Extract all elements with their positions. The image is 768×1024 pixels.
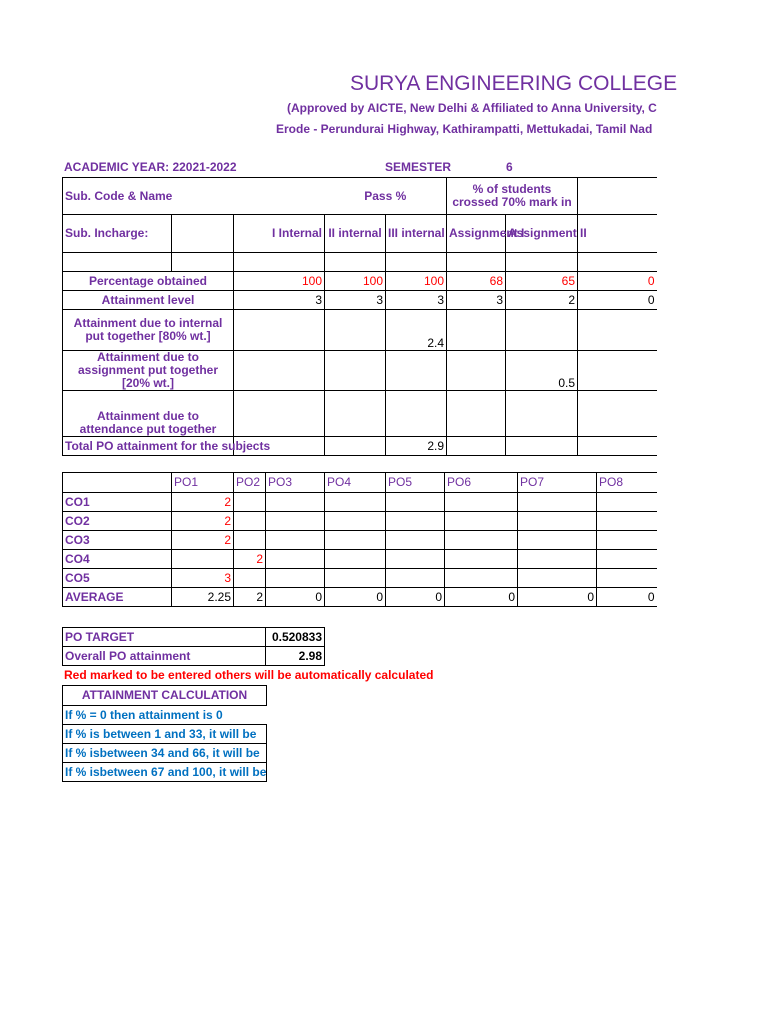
average-po3: 0 [266,588,325,607]
calc-title: ATTAINMENT CALCULATION [63,686,267,706]
pass-label: Pass % [325,178,447,215]
empty-cell [578,310,657,351]
po-target-label: PO TARGET [63,628,266,647]
average-label: AVERAGE [63,588,172,607]
po1-header: PO1 [172,473,234,493]
assignment-value: 0.5 [506,351,578,391]
average-po2: 2 [234,588,266,607]
empty-cell [578,178,657,215]
po4-header: PO4 [325,473,386,493]
percentage-assignment-1: 68 [447,272,506,291]
semester-value: 6 [506,160,513,174]
crossed-label: % of students crossed 70% mark in [447,178,578,215]
empty-cell [578,351,657,391]
empty-cell [234,351,325,391]
co1-po1: 2 [172,493,234,512]
co1-po2 [234,493,266,512]
internal-label: Attainment due to internal put together [80% wt.] [63,310,234,351]
co4-po2: 2 [234,550,266,569]
percentage-internal-3: 100 [386,272,447,291]
co4-po1 [172,550,234,569]
average-po4: 0 [325,588,386,607]
empty-cell [578,253,657,272]
average-po1: 2.25 [172,588,234,607]
empty-cell [447,310,506,351]
attainment-label: Attainment level [63,291,234,310]
empty-cell [325,310,386,351]
co3-po1: 2 [172,531,234,550]
attainment-internal-1: 3 [234,291,325,310]
attainment-assignment-2: 2 [506,291,578,310]
empty-cell [506,391,578,437]
empty-cell [578,391,657,437]
empty-cell [172,215,234,253]
empty-cell [506,253,578,272]
overall-value: 2.98 [266,647,325,666]
percentage-assignment-2: 65 [506,272,578,291]
empty-cell [447,351,506,391]
attainment-extra: 0 [578,291,657,310]
academic-year-label: ACADEMIC YEAR: 2 [64,160,180,174]
empty-cell [234,310,325,351]
po8-header: PO8 [597,473,657,493]
percentage-internal-2: 100 [325,272,386,291]
incharge-label: Sub. Incharge: [63,215,172,253]
empty-cell [386,391,447,437]
total-label: Total PO attainment for the subjects [63,437,234,456]
total-value: 2.9 [386,437,447,456]
empty-cell [325,351,386,391]
empty-cell [578,437,657,456]
empty-cell [325,391,386,437]
empty-cell [386,351,447,391]
assignment-label: Attainment due to assignment put together [20% wt.] [63,351,234,391]
co2-po2 [234,512,266,531]
empty-cell [506,437,578,456]
empty-cell [447,253,506,272]
approval-line: (Approved by AICTE, New Delhi & Affiliated to Anna University, C [287,101,657,115]
average-po5: 0 [386,588,445,607]
co3-po2 [234,531,266,550]
co5-po1: 3 [172,569,234,588]
empty-cell [447,391,506,437]
entry-note: Red marked to be entered others will be automatically calculated [64,668,434,682]
overall-label: Overall PO attainment [63,647,266,666]
attendance-label: Attainment due to attendance put together [63,391,234,437]
empty-cell [447,437,506,456]
academic-year [64,160,237,174]
po7-header: PO7 [518,473,597,493]
percentage-extra: 0 [578,272,657,291]
attainment-internal-2: 3 [325,291,386,310]
co5-label: CO5 [63,569,172,588]
empty-cell [63,253,172,272]
co1-label: CO1 [63,493,172,512]
calc-table [62,685,267,782]
co5-po2 [234,569,266,588]
percentage-internal-1: 100 [234,272,325,291]
co3-label: CO3 [63,531,172,550]
internal-value: 2.4 [386,310,447,351]
po-table [62,472,657,607]
attainment-table [62,177,657,456]
po2-header: PO2 [234,473,266,493]
attainment-assignment-1: 3 [447,291,506,310]
empty-cell [234,253,325,272]
col-assignment-1: Assignment I [447,215,506,253]
po6-header: PO6 [445,473,518,493]
empty-cell [325,437,386,456]
college-name: SURYA ENGINEERING COLLEGE [350,72,678,95]
calc-line-3: If % isbetween 34 and 66, it will be [63,744,267,763]
average-po7: 0 [518,588,597,607]
po5-header: PO5 [386,473,445,493]
sub-code-label: Sub. Code & Name [63,178,234,215]
calc-line-1: If % = 0 then attainment is 0 [63,706,267,725]
calc-line-2: If % is between 1 and 33, it will be [63,725,267,744]
empty-cell [234,178,325,215]
summary-table [62,627,325,666]
empty-cell [506,310,578,351]
co2-po1: 2 [172,512,234,531]
po3-header: PO3 [266,473,325,493]
col-internal-2: II internal [325,215,386,253]
attainment-internal-3: 3 [386,291,447,310]
average-po6: 0 [445,588,518,607]
co2-label: CO2 [63,512,172,531]
empty-cell [325,253,386,272]
semester-label: SEMESTER [385,160,452,174]
percentage-label: Percentage obtained [63,272,234,291]
po-target-value: 0.520833 [266,628,325,647]
empty-cell [578,215,657,253]
average-po8: 0 [597,588,657,607]
col-internal-3: III internal [386,215,447,253]
col-assignment-2: Assignment II [506,215,578,253]
calc-line-4: If % isbetween 67 and 100, it will be [63,763,267,782]
empty-cell [172,253,234,272]
academic-year-value: 2021-2022 [179,160,237,174]
address-line: Erode - Perundurai Highway, Kathirampatti, Mettukadai, Tamil Nad [276,122,653,136]
empty-cell [63,473,172,493]
empty-cell [386,253,447,272]
empty-cell [234,391,325,437]
co4-label: CO4 [63,550,172,569]
col-internal-1: I Internal [234,215,325,253]
